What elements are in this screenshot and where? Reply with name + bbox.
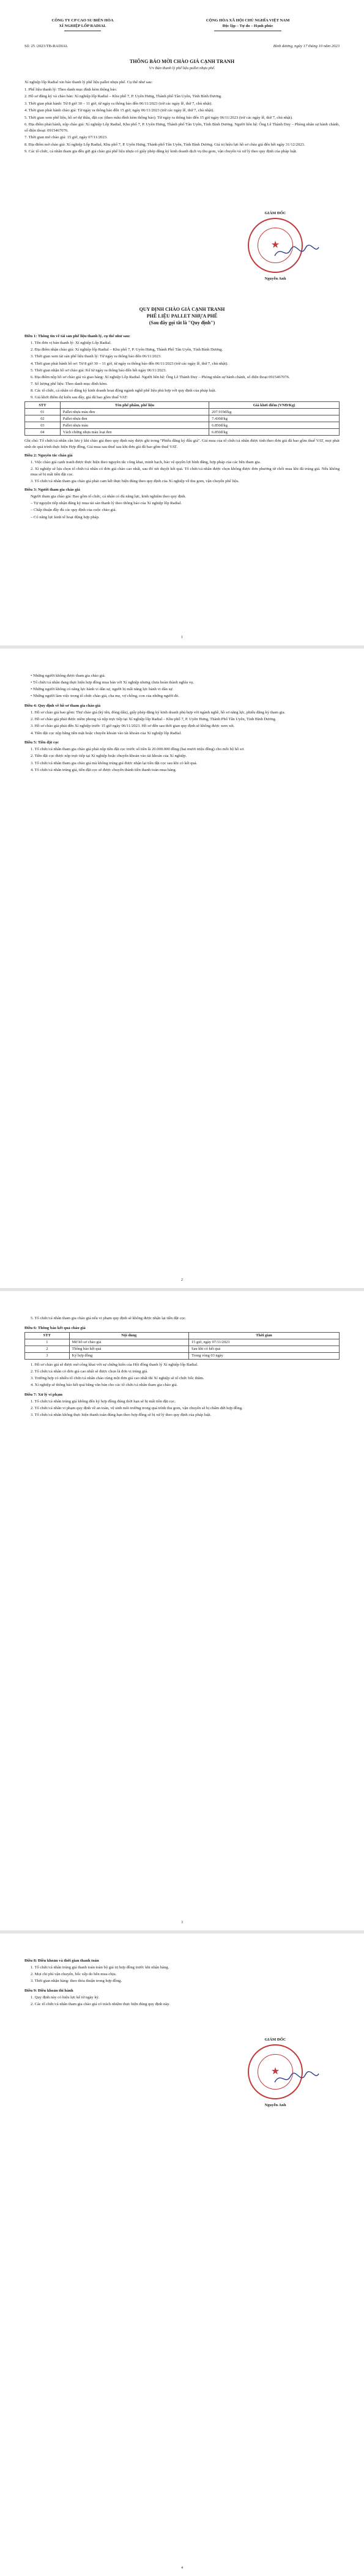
table-row: 3 Ký hợp đồng Trong vòng 03 ngày xyxy=(25,1352,340,1359)
document-header xyxy=(24,18,340,40)
notice-item: 8. Địa điểm mở chào giá: Xí nghiệp Lốp Radial, Khu phố 7, P. Uyên Hưng, Thành phố Tân Uyên, Tỉnh Bình Dương. Giá trị hiệu lực hồ sơ chào giá đến hết ngày 31/12/2023. xyxy=(24,142,305,147)
notice-item: 4. Thời gian phát hành chào giá: Từ ngày ra thông báo đến 15 giờ, ngày 06/11/2023 (trừ các ngày lễ, thứ 7, chủ nhật). xyxy=(24,108,215,113)
section-heading: Điều 4: Quy định về hồ sơ tham gia chào giá xyxy=(24,703,101,708)
document-number: Số: 25 /2023/TB-RADIAL xyxy=(24,44,69,48)
section-item: 1. Việc chào giá cạnh tranh được thực hiện theo nguyên tắc công khai, minh bạch, bảo vệ quyền lợi bình đẳng, hợp pháp của các bên tham gia. xyxy=(31,460,261,464)
section-heading: Điều 9: Điều khoản thi hành xyxy=(24,1988,73,1993)
page-number: 2 xyxy=(180,1278,184,1282)
section-item: 2. Tổ chức/cá nhân có đơn giá cao nhất sẽ được chọn là đơn vị trúng giá. xyxy=(31,1369,148,1374)
document-date: Bình dương, ngày 17 tháng 10 năm 2023 xyxy=(273,44,340,48)
notice-item: 7. Thời gian mở chào giá: 15 giờ, ngày 07/11/2023. xyxy=(24,135,108,140)
table-header: Thời gian xyxy=(189,1332,340,1339)
signer-name: Nguyễn Anh xyxy=(264,277,286,281)
table-row: 02 Pallet nhựa đen 7.430đ/kg xyxy=(25,415,340,422)
table-row: 1 Mở hồ sơ chào giá 15 giờ, ngày 07/11/2023 xyxy=(25,1339,340,1346)
notice-item: 9. Các tổ chức, cá nhân tham gia đều gửi giá chào giá phế liệu nhựa có giấy phép đăng ký kinh doanh dịch vụ thu gom, vận chuyển và xử lý theo quy định của pháp luật. xyxy=(24,149,297,154)
notice-item: 6. Địa điểm phát hành, nộp chào giá: Xí nghiệp Lốp Radial, Khu phố 7, P. Uyên Hưng, Thành phố Tân Uyên, Tỉnh Bình Dương. Người liên hệ: Ông Lê Thành Duy – Phòng nhân sự hành chánh, số điện thoại: 0915467076. xyxy=(24,122,340,133)
signer-role: GIÁM ĐỐC xyxy=(264,2038,286,2042)
section-item: 5. Tổ chức/cá nhân tham gia chào giá nếu vi phạm quy định sẽ không được nhận lại tiền đặt cọc. xyxy=(31,1316,187,1320)
section-item: 2. Các tổ chức/cá nhân tham gia chào giá có trách nhiệm thực hiện đúng quy định này. xyxy=(31,2002,170,2007)
page-2 xyxy=(0,649,364,1288)
section-item: 2. Xí nghiệp sẽ lựa chọn tổ chức/cá nhân có đơn giá chào cao nhất, sau đó xét duyệt kết quả. Tổ chức/cá nhân được chọn không được đơn phương từ chối mua khi đã trúng giá. Nếu không mua sẽ bị mất tiền đặt cọc. xyxy=(31,466,340,477)
nation-title: CỘNG HÒA XÃ HỘI CHỦ NGHĨA VIỆT NAM xyxy=(206,18,290,23)
page-1 xyxy=(0,0,364,646)
table-row: 04 Vách chứng nhựa màu loại đen 6.850đ/kg xyxy=(25,429,340,436)
section-heading: Điều 5: Tiền đặt cọc xyxy=(24,740,59,745)
nation-block xyxy=(156,18,340,31)
section-item: • Những người làm việc trong tổ chức chào giá, cha mẹ, vợ chồng, con của những người đó. xyxy=(31,694,180,699)
section-item: 3. Trường hợp có nhiều tổ chức/cá nhân chào cùng một đơn giá cao nhất thì Xí nghiệp sẽ tổ chức bốc thăm. xyxy=(31,1375,204,1380)
section-item: 3. Thời gian xem tài sản phế liệu thanh lý: Từ ngày ra thông báo đến 06/11/2023. xyxy=(31,354,162,359)
table-note: Ghi chú: Tổ chức/cá nhân cần lưu ý khi chào giá theo quy định này được ghi trong "Phiếu đăng ký đấu giá". Giá mua của tổ chức/cá nhân được tính theo đơn giá đã bao gồm thuế VAT, mọi phát sinh do quá trình thực hiện Hợp đồng, Giá mua sau thuế sau khi đơn giá đã bao gồm thuế VAT. xyxy=(24,439,340,449)
table-row: 2 Thông báo kết quả Sau khi có kết quả xyxy=(25,1346,340,1352)
section-item: 1. Tổ chức/cá nhân trúng giá thanh toán toàn bộ giá trị hợp đồng trước khi nhận hàng. xyxy=(31,1965,169,1970)
section-item: • Tổ chức/cá nhân đang thực hiện hợp đồng mua bán với Xí nghiệp nhưng chưa hoàn thành nghĩa vụ. xyxy=(31,680,194,685)
notice-item: 1. Phế liệu thanh lý: Theo danh mục đính kèm thông báo. xyxy=(24,87,117,92)
section-item: 2. Hồ sơ chào giá phải được niêm phong và nộp trực tiếp tại Xí nghiệp lốp Radial – Khu phố 7, P. Uyên Hưng, Thành Phố Tân Uyên, Tỉnh Bình Dương. xyxy=(31,717,277,722)
section-item: 7. Số lượng phế liệu: Theo danh mục đính kèm. xyxy=(31,381,108,386)
rules-title: QUY ĐỊNH CHÀO GIÁ CẠNH TRANH PHẾ LIỆU PALLET NHỰA PHẾ (Sau đây gọi tắt là "Quy định") xyxy=(139,307,225,326)
section-item: 4. Xí nghiệp sẽ thông báo kết quả bằng văn bản cho các tổ chức/cá nhân tham gia chào giá. xyxy=(31,1383,178,1388)
table-header: STT xyxy=(25,1332,70,1339)
org-name: CÔNG TY CP CAO SU BIÊN HÒA xyxy=(51,18,114,23)
section-item: 4. Tiền đặt cọc nộp bằng tiền mặt hoặc chuyển khoản vào tài khoản của Xí nghiệp lốp Radial. xyxy=(31,731,182,735)
page-number: 3 xyxy=(180,1920,184,1924)
page-number: 1 xyxy=(180,635,184,639)
section-item: • Những người không có năng lực hành vi dân sự, người bị mất năng lực hành vi dân sự. xyxy=(31,687,174,692)
section-heading: Điều 7: Xử lý vi phạm xyxy=(24,1392,63,1397)
section-item: 1. Quy định này có hiệu lực kể từ ngày ký. xyxy=(31,1995,100,2000)
section-item: 3. Tổ chức/cá nhân tham gia chào giá phải cam kết thực hiện đúng theo quy định của Xí nghiệp về thu gom, vận chuyển phế liệu. xyxy=(31,479,239,484)
section-item: – Tự nguyện tiếp nhận đăng ký mua tài sản thanh lý theo thông báo của Xí nghiệp lốp Radial. xyxy=(31,501,182,506)
org-block xyxy=(24,18,141,31)
company-seal: ★ xyxy=(248,2044,303,2099)
section-item: 6. Địa điểm nộp hồ sơ chào giá và giao hàng: Xí nghiệp Lốp Radial. Người liên hệ: Ông Lê Thành Duy – Phòng nhân sự hành chánh, số điện thoại 0915467076. xyxy=(31,374,290,379)
section-item: – Chấp thuận đầy đủ các quy định của cuộc chào giá. xyxy=(31,508,117,513)
section-item: 8. Các tổ chức, cá nhân có đăng ký kinh doanh hoạt động ngành nghề phế liệu phù hợp với quy định của pháp luật. xyxy=(31,389,216,393)
org-unit: XÍ NGHIỆP LỐP RADIAL xyxy=(59,23,106,28)
section-item: 1. Tên đơn vị bán thanh lý: Xí nghiệp Lốp Radial. xyxy=(31,341,111,346)
section-item: 2. Mọi chi phí vận chuyển, bốc xếp do bên mua chịu. xyxy=(31,1972,117,1977)
handwritten-signature xyxy=(272,242,321,261)
table-header: STT xyxy=(25,402,61,409)
section-item: 1. Hồ sơ chào giá bao gồm: Thư chào giá (ký tên, đóng dấu), giấy phép đăng ký kinh doanh phù hợp với ngành nghề, hồ sơ năng lực, phiếu đăng ký tham gia. xyxy=(31,710,286,715)
section-1 xyxy=(24,333,340,521)
section-item: • Những người không được tham gia chào giá. xyxy=(31,674,106,678)
notice-body xyxy=(24,80,340,156)
company-seal: ★ xyxy=(248,218,303,273)
table-header: Giá khởi điểm (VNĐ/Kg) xyxy=(209,402,340,409)
section-item: 3. Tổ chức/cá nhân tham gia chào giá mà không trúng giá được nhận lại tiền đặt cọc sau khi có kết quả. xyxy=(31,761,198,765)
signer-role: GIÁM ĐỐC xyxy=(264,211,286,215)
notice-subtitle: V/v Bán thanh lý phế liệu pallet nhựa phế. xyxy=(149,66,215,70)
notice-title: THÔNG BÁO MỜI CHÀO GIÁ CẠNH TRANH xyxy=(129,59,235,64)
table-header: Nội dung xyxy=(69,1332,188,1339)
section-3-cont xyxy=(24,673,340,774)
section-item: 9. Giá khởi điểm dự kiến sau đây, giá đã bao gồm thuế VAT: xyxy=(31,395,128,400)
notice-intro: Xí nghiệp lốp Radial xin báo thanh lý phế liệu pallet nhựa phế. Cụ thể như sau: xyxy=(24,80,153,84)
notice-item: 2. Hồ sơ đăng ký và chào bán: Xí nghiệp lốp Radial – Khu phố 7, P. Uyên Hưng, Thành phố Tân Uyên, Tỉnh Bình Dương. xyxy=(24,94,222,99)
section-heading: Điều 3: Người tham gia chào giá xyxy=(24,488,80,493)
signature-block xyxy=(229,2038,321,2107)
section-item: 2. Địa điểm nhận chào giá: Xí nghiệp lốp Radial – Khu phố 7, P. Uyên Hưng, Thành Phố Tân Uyên, Tỉnh Bình Dương. xyxy=(31,348,223,352)
section-item: 5. Thời gian nhận hồ sơ chào giá: Kể từ ngày ra thông báo đến hết ngày 06/11/2023. xyxy=(31,368,167,373)
notice-item: 5. Thời gian xem phế liệu, hồ sơ dự thầu, đặt cọc (theo mẫu đính kèm thông báo): Từ ngày ra thông báo đến 15 giờ ngày 06/11/2023 (trừ các ngày lễ, thứ 7, chủ nhật). xyxy=(24,115,293,120)
price-table xyxy=(24,401,340,436)
table-row: 01 Pallet nhựa màu đen 207.919đ/kg xyxy=(25,409,340,415)
table-row: 03 Pallet nhựa màu 6.850đ/kg xyxy=(25,422,340,429)
section-heading: Điều 6: Thông báo kết quả chào giá xyxy=(24,1325,86,1330)
section-8 xyxy=(24,1958,340,2008)
section-item: 2. Tiền đặt cọc được nộp trực tiếp tại Xí nghiệp hoặc chuyển khoản vào tài khoản của Xí nghiệp. xyxy=(31,754,187,759)
section-item: Người tham gia chào giá: Bao gồm tổ chức, cá nhân có đủ năng lực, kinh nghiệm theo quy định. xyxy=(31,494,187,499)
section-item: 1. Hồ sơ chào giá sẽ được mở công khai với sự chứng kiến của Hội đồng thanh lý Xí nghiệp lốp Radial. xyxy=(31,1362,198,1367)
page-4 xyxy=(0,1934,364,2576)
page-3 xyxy=(0,1291,364,1930)
schedule-table xyxy=(24,1332,340,1360)
section-heading: Điều 2: Nguyên tắc chào giá xyxy=(24,453,73,458)
nation-motto: Độc lập – Tự do – Hạnh phúc xyxy=(222,23,273,28)
section-item: 3. Hồ sơ chào giá phải đến Xí nghiệp trước 15 giờ ngày 06/11/2023. Hồ sơ đến sau thời gian quy định sẽ không được xem xét. xyxy=(31,724,235,729)
signature-block xyxy=(229,211,321,281)
section-item: 4. Thời gian phát hành hồ sơ: Từ 8 giờ 30 – 11 giờ, từ ngày ra thông báo đến 06/11/2023 (trừ các ngày lễ, thứ 7, chủ nhật). xyxy=(31,361,228,366)
handwritten-signature xyxy=(272,2069,321,2087)
table-header: Tên phế phẩm, phế liệu xyxy=(60,402,209,409)
section-item: 2. Tổ chức/cá nhân vi phạm quy định về an toàn, vệ sinh môi trường trong quá trình thu gom, vận chuyển sẽ bị chấm dứt hợp đồng. xyxy=(31,1405,243,1410)
section-item: – Có năng lực kinh tế hoạt động hợp pháp. xyxy=(31,515,100,519)
section-item: 4. Tổ chức/cá nhân trúng giá, tiền đặt cọc sẽ được chuyển thành tiền thanh toán mua hàng. xyxy=(31,767,177,772)
section-item: 3. Thời gian nhận hàng: theo thỏa thuận trong hợp đồng. xyxy=(31,1979,122,1984)
page-number: 4 xyxy=(180,2566,184,2570)
section-heading: Điều 1: Thông tin về tài sản phế liệu thanh lý, cụ thể như sau: xyxy=(24,334,130,338)
signer-name: Nguyễn Anh xyxy=(264,2103,286,2107)
section-item: 1. Tổ chức/cá nhân trúng giá không đến ký hợp đồng đúng thời hạn sẽ bị mất tiền đặt cọc. xyxy=(31,1399,176,1404)
section-5-cont xyxy=(24,1316,340,1419)
notice-item: 3. Thời gian phát hành: Từ 8 giờ 30 – 11 giờ, từ ngày ra thông báo đến 06/11/2023 (trừ các ngày lễ, thứ 7, chủ nhật). xyxy=(24,101,212,106)
section-item: 1. Tổ chức/cá nhân tham gia chào giá phải nộp tiền đặt cọc trước số tiền là 20.000.000 đồng (hai mươi triệu đồng) cho mỗi bộ hồ sơ. xyxy=(31,747,245,752)
section-heading: Điều 8: Điều khoản và thời gian thanh toán xyxy=(24,1959,99,1963)
section-item: 3. Tổ chức/cá nhân không thực hiện thanh toán đúng hạn theo hợp đồng sẽ bị xử lý theo quy định của pháp luật. xyxy=(31,1413,212,1418)
